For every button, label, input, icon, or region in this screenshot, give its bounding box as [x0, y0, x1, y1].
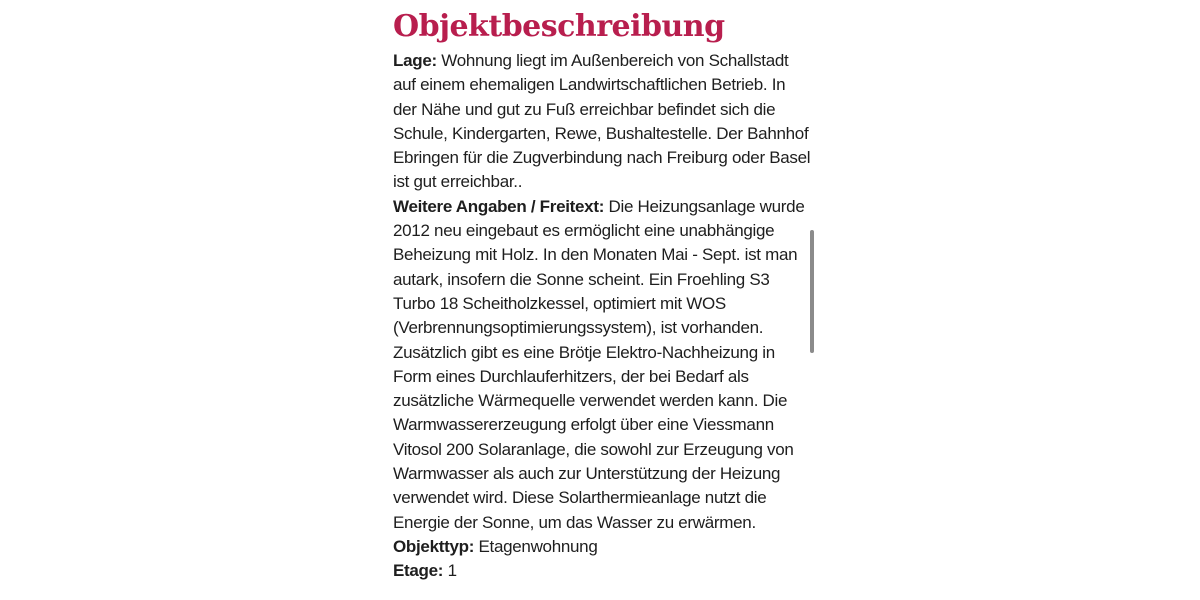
field-etage: [393, 559, 813, 583]
field-weitere-angaben: [393, 195, 813, 535]
field-lage: [393, 49, 813, 195]
field-objekttyp-label: Objekttyp:: [393, 536, 475, 556]
field-lage-label: Lage:: [393, 51, 437, 70]
field-objekttyp-text: Etagenwohnung: [478, 536, 598, 556]
section-title: Objektbeschreibung: [393, 9, 725, 44]
field-objekttyp: [393, 535, 813, 559]
field-weitere-angaben-label: Weitere Angaben / Freitext:: [393, 196, 605, 216]
object-description-section: [393, 8, 813, 584]
field-etage-text: 1: [447, 561, 457, 581]
field-etage-label: Etage:: [393, 561, 444, 581]
scrollbar-thumb[interactable]: [810, 230, 814, 353]
field-lage-text: Wohnung liegt im Außenbereich von Schallstadt auf einem ehemaligen Landwirtschaftlichen Betrieb. In der Nähe und gut zu Fuß erreichbar befindet sich die Schule, Kindergarten, Rewe, Bushaltestelle. Der Bahnhof Ebringen für die Zugverbindung nach Freiburg oder Basel ist gut erreichbar..: [393, 51, 811, 192]
field-weitere-angaben-text: Die Heizungsanlage wurde 2012 neu eingebaut es ermöglicht eine unabhängige Beheizung mit Holz. In den Monaten Mai - Sept. ist man autark, insofern die Sonne scheint. Ein Froehling S3 Turbo 18 Scheitholzkessel, optimiert mit WOS (Verbrennungsoptimierungssystem), ist vorhanden. Zusätzlich gibt es eine Brötje Elektro-Nachheizung in Form eines Durchlauferhitzers, der bei Bedarf als zusätzliche Wärmequelle verwendet werden kann. Die Warmwassererzeugung erfolgt über eine Viessmann Vitosol 200 Solaranlage, die sowohl zur Erzeugung von Warmwasser als auch zur Unterstützung der Heizung verwendet wird. Diese Solarthermieanlage nutzt die Energie der Sonne, um das Wasser zu erwärmen.: [393, 196, 805, 532]
